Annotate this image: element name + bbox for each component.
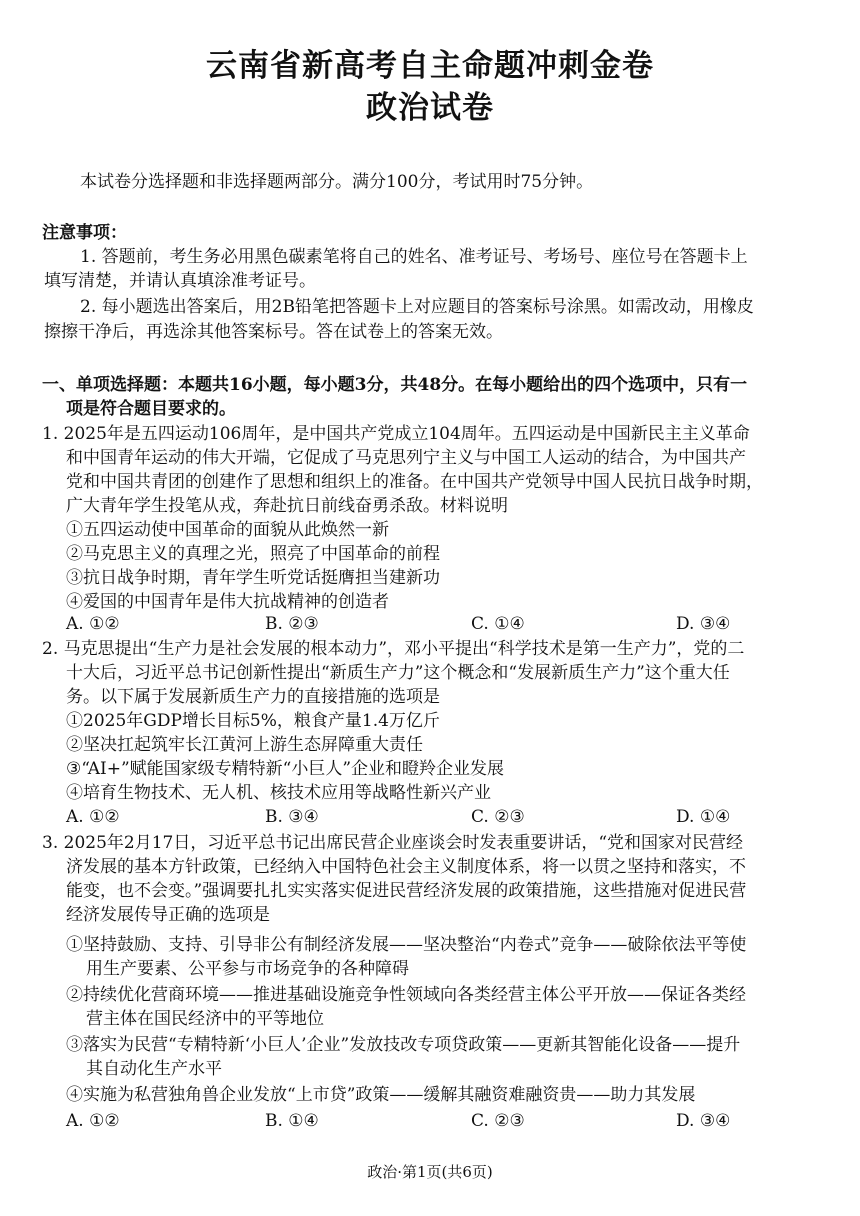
note-item-2: 2. 每小题选出答案后，用2B铅笔把答题卡上对应题目的答案标号涂黑。如需改动，用橡皮 [80,297,754,317]
paper-title: 云南省新高考自主命题冲刺金卷 [206,48,654,84]
option-b: B. ①④ [265,1111,319,1131]
question-stem-line: 十大后，习近平总书记创新性提出“新质生产力”这个概念和“发展新质生产力”这个重大任 [66,663,730,683]
question-item: ③落实为民营“专精特新‘小巨人’企业”发放技改专项贷政策——更新其智能化设备——提升 [66,1035,741,1055]
question-item: ③抗日战争时期，青年学生听党话挺膺担当建新功 [66,568,440,588]
intro-text: 本试卷分选择题和非选择题两部分。满分100分，考试用时75分钟。 [80,172,594,192]
question-item: ③“AI+”赋能国家级专精特新“小巨人”企业和瞪羚企业发展 [66,759,505,779]
question-item: ④爱国的中国青年是伟大抗战精神的创造者 [66,592,389,612]
question-stem-line: 3. 2025年2月17日，习近平总书记出席民营企业座谈会时发表重要讲话，“党和国家对民营经 [42,833,744,853]
question-item: ①五四运动使中国革命的面貌从此焕然一新 [66,520,389,540]
option-d: D. ①④ [676,807,731,827]
section-heading-cont: 项是符合题目要求的。 [66,399,236,419]
question-stem-line: 和中国青年运动的伟大开端，它促成了马克思列宁主义与中国工人运动的结合，为中国共产 [66,448,746,468]
question-item-cont: 营主体在国民经济中的平等地位 [86,1009,324,1029]
option-a: A. ①② [66,1111,120,1131]
note-item-1: 1. 答题前，考生务必用黑色碳素笔将自己的姓名、准考证号、考场号、座位号在答题卡上 [80,247,748,267]
question-item-cont: 用生产要素、公平参与市场竞争的各种障碍 [86,959,409,979]
notes-heading: 注意事项： [42,223,127,243]
question-item: ②持续优化营商环境——推进基础设施竞争性领域向各类经营主体公平开放——保证各类经 [66,985,746,1005]
option-b: B. ②③ [265,614,319,634]
question-item: ①坚持鼓励、支持、引导非公有制经济发展——坚决整治“内卷式”竞争——破除依法平等使 [66,935,747,955]
question-item: ④实施为私营独角兽企业发放“上市贷”政策——缓解其融资难融资贵——助力其发展 [66,1085,696,1105]
section-heading: 一、单项选择题：本题共16小题，每小题3分，共48分。在每小题给出的四个选项中，只有一 [42,375,748,395]
question-item: ②马克思主义的真理之光，照亮了中国革命的前程 [66,544,440,564]
option-b: B. ③④ [265,807,319,827]
page-footer: 政治·第1页(共6页) [367,1163,493,1181]
question-stem-line: 党和中国共青团的创建作了思想和组织上的准备。在中国共产党领导中国人民抗日战争时期， [66,472,763,492]
question-item: ②坚决扛起筑牢长江黄河上游生态屏障重大责任 [66,735,423,755]
option-a: A. ①② [66,614,120,634]
question-stem-line: 广大青年学生投笔从戎，奔赴抗日前线奋勇杀敌。材料说明 [66,496,508,516]
question-stem-line: 经济发展传导正确的选项是 [66,905,270,925]
question-item: ④培育生物技术、无人机、核技术应用等战略性新兴产业 [66,783,491,803]
option-c: C. ①④ [471,614,525,634]
question-stem-line: 1. 2025年是五四运动106周年，是中国共产党成立104周年。五四运动是中国新民主主义革命 [42,424,750,444]
question-stem-line: 务。以下属于发展新质生产力的直接措施的选项是 [66,687,440,707]
question-item-cont: 其自动化生产水平 [86,1059,222,1079]
paper-subtitle: 政治试卷 [366,90,494,126]
note-item-2-cont: 擦擦干净后，再选涂其他答案标号。答在试卷上的答案无效。 [44,322,503,342]
question-stem-line: 能变，也不会变。”强调要扎扎实实落实促进民营经济发展的政策措施，这些措施对促进民营 [66,881,747,901]
option-c: C. ②③ [471,807,525,827]
question-stem-line: 2. 马克思提出“生产力是社会发展的根本动力”，邓小平提出“科学技术是第一生产力”，党的二 [42,639,745,659]
option-d: D. ③④ [676,614,731,634]
option-d: D. ③④ [676,1111,731,1131]
note-item-1-cont: 填写清楚，并请认真填涂准考证号。 [44,271,316,291]
option-c: C. ②③ [471,1111,525,1131]
question-stem-line: 济发展的基本方针政策，已经纳入中国特色社会主义制度体系，将一以贯之坚持和落实，不 [66,857,746,877]
option-a: A. ①② [66,807,120,827]
question-item: ①2025年GDP增长目标5%，粮食产量1.4万亿斤 [66,711,440,731]
